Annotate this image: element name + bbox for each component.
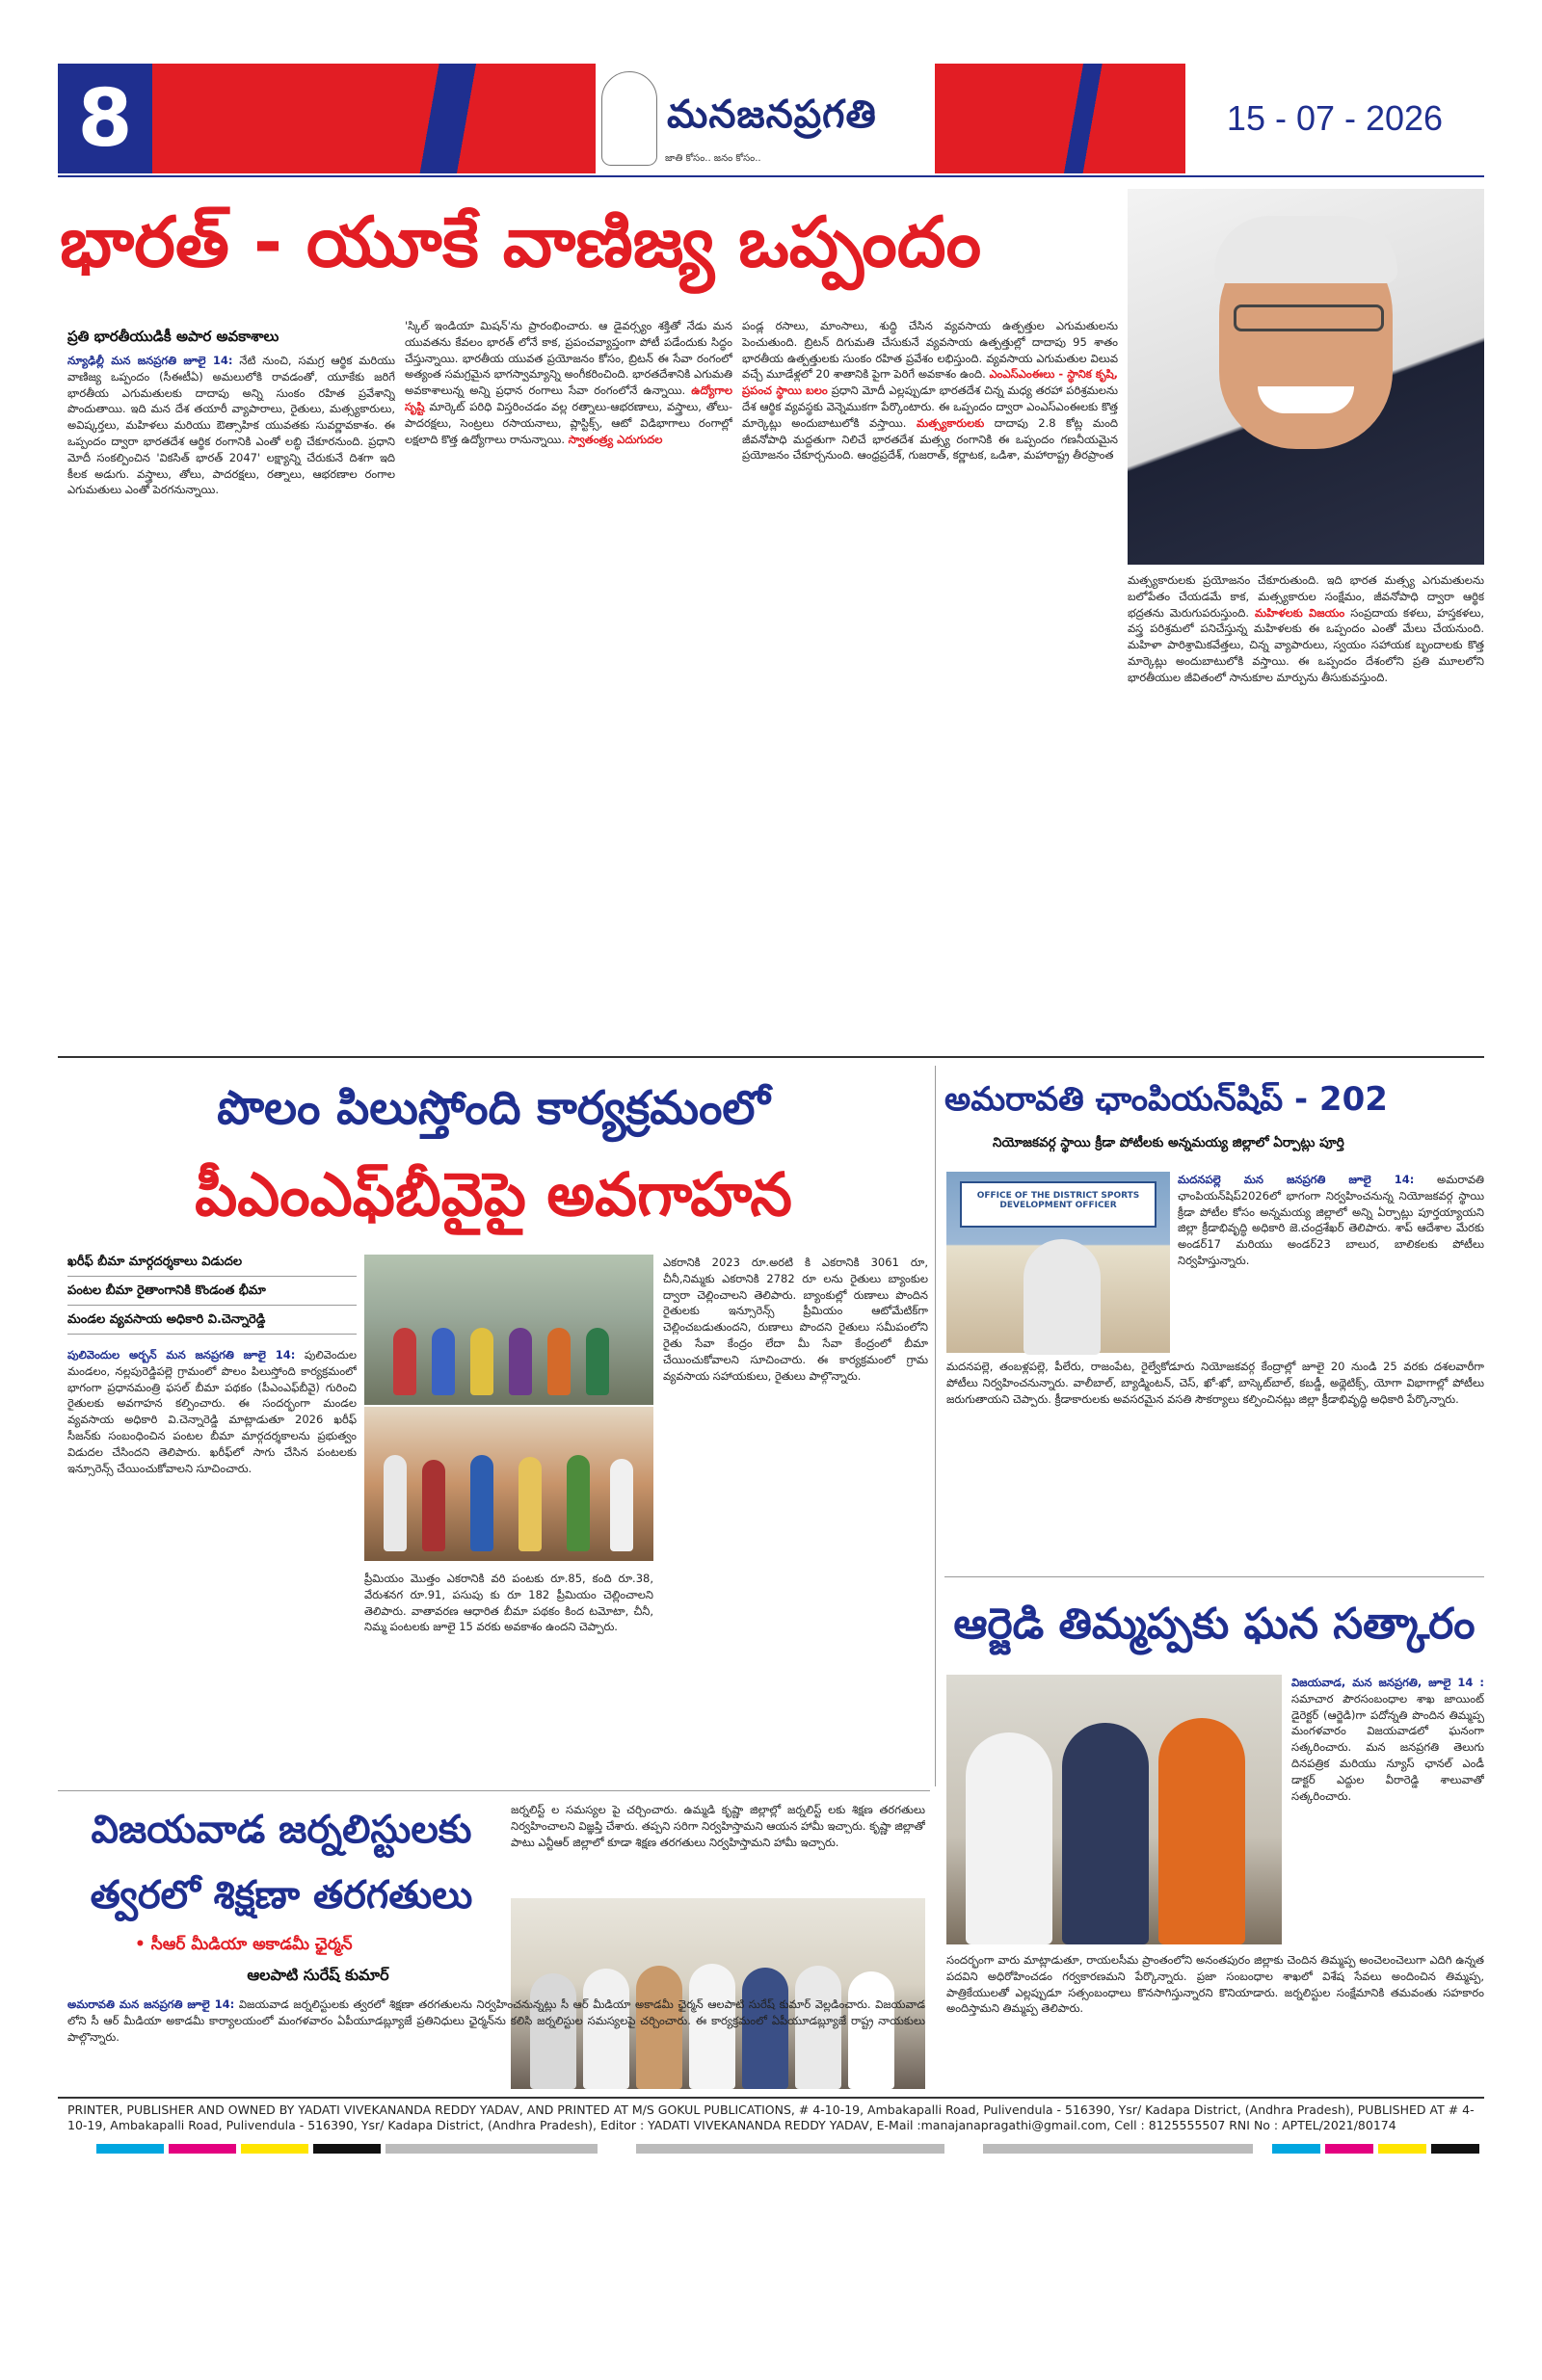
photo-person-shape (586, 1328, 609, 1395)
amaravati-column-2 (946, 1359, 1484, 1513)
section-divider (58, 1790, 930, 1791)
registration-swatch (169, 2144, 236, 2154)
lead-col2-highlight: ఉద్యోగాల సృష్టి (405, 383, 732, 413)
footer-rule (58, 2097, 1484, 2099)
pmfby-column-1 (67, 1347, 357, 1781)
registration-swatch (1272, 2144, 1320, 2154)
pmfby-column-3 (663, 1255, 928, 1781)
lead-col2-text: 'స్కిల్ ఇండియా మిషన్'ను ప్రారంభించారు. ఆ డైవర్స్యం శక్తితో నేడు మన యువతను కేవలం భారత్ లోనే కాక, ప్రపంచవ్యాప్తంగా పోటీ పడేందుకు సిద్ధం చేస్తున్నాయి. భారతీయ యువత ప్రయోజనం కోసం, బ్రిటన్ ఈ సేవా రంగంలో అత్యంత సమగ్రమైన భాగస్వామ్యాన్ని అంగీకరించింది. భారతదేశానికి ఎగుమతి అవకాశాలున్న అన్ని ప్రధాన రంగాలు సేవా రంగంలోనే ఉన్నాయి. (405, 319, 732, 398)
lead-col4-highlight: మహిళలకు విజయం (1254, 605, 1345, 620)
amaravati-subheading: నియోజకవర్గ స్థాయి క్రీడా పోటీలకు అన్నమయ్య జిల్లాలో ఏర్పాట్లు పూర్తి (993, 1135, 1344, 1150)
tribute-photo (946, 1675, 1282, 1944)
lead-headline: భారత్ - యూకే వాణిజ్య ఒప్పందం (60, 201, 982, 282)
column-divider (935, 1066, 936, 1786)
registration-swatch (1431, 2144, 1479, 2154)
masthead-rule (58, 175, 1484, 177)
photo-spectacles-shape (1234, 304, 1384, 331)
journalists-byline-1: • సీఆర్ మీడియా అకాడమీ ఛైర్మన్ (135, 1935, 353, 1954)
photo-person-shape (384, 1455, 407, 1551)
section-divider (58, 1056, 1484, 1058)
paper-tagline: జాతి కోసం.. జనం కోసం.. (665, 153, 761, 164)
registration-swatch (1325, 2144, 1373, 2154)
registration-swatch (1378, 2144, 1426, 2154)
logo-portrait-icon (601, 71, 657, 166)
amaravati-column-1 (1178, 1172, 1484, 1353)
pmfby-col3-text: ఎకరానికి 2023 రూ.అరటి కి ఎకరానికి 3061 రూ, చీనీ,నిమ్మకు ఎకరానికి 2782 రూ లను రైతులు బ్యాంకుల ద్వారా చెల్లించాలని తెలిపారు. బ్యాంకుల్లో రుణాలు పొందిన రైతులకు ఇన్సూరెన్స్ ప్రీమియం ఆటోమేటిక్‌గా చెల్లించబడుతుందని, రుణాలు పొందని రైతులు సమీపంలోని రైతు సేవా కేంద్రం లేదా మీ సేవా కేంద్రంలో బీమా చేయించుకోవాలని సూచించారు. ఈ కార్యక్రమంలో గ్రామ వ్యవసాయ సహాయకులు, రైతులు పాల్గొన్నారు. (663, 1256, 928, 1383)
journalists-column-1 (67, 1997, 925, 2089)
photo-person-shape (1024, 1239, 1101, 1355)
tribute-column-2 (946, 1952, 1484, 2089)
tribute-headline: ఆర్జెడి తిమ్మప్పకు ఘన సత్కారం (953, 1600, 1476, 1649)
photo-person-shape (610, 1459, 633, 1551)
pmfby-kicker-2: పంటల బీమా రైతాంగానికి కొండంత భీమా (67, 1283, 357, 1306)
journalists-dateline: అమరావతి మన జనప్రగతి జూలై 14: (67, 1997, 235, 2011)
lead-column-3 (742, 318, 1118, 1046)
lead-col4-text: మత్స్యకారులకు ప్రయోజనం చేకూరుతుంది. ఇది భారత మత్స్య ఎగుమతులను బలోపేతం చేయడమే కాక, మత్స్యకారుల సంక్షేమం, జీవనోపాధి ద్వారా ఆర్థిక భద్రతను మెరుగుపరుస్తుంది. (1128, 573, 1484, 620)
amaravati-headline: అమరావతి ఛాంపియన్‌షిప్ - 202 (944, 1080, 1388, 1119)
lead-photo (1128, 189, 1484, 565)
photo-person-shape (470, 1455, 493, 1551)
amaravati-photo (946, 1172, 1170, 1353)
journalists-column-2 (511, 1802, 925, 1894)
pmfby-headline-line2: పీఎంఎఫ్‌బీవైపై అవగాహన (195, 1159, 792, 1230)
tribute-dateline: విజయవాడ, మన జనప్రగతి, జూలై 14 : (1291, 1676, 1484, 1689)
photo-person-shape (1158, 1718, 1245, 1944)
photo-person-shape (432, 1328, 455, 1395)
amaravati-dateline: మదనపల్లె మన జనప్రగతి జూలై 14: (1178, 1173, 1415, 1186)
pmfby-photo-poster (364, 1407, 653, 1561)
registration-swatch (983, 2144, 1253, 2154)
lead-col3-text: పండ్ల రసాలు, మాంసాలు, శుద్ధి చేసిన వ్యవసాయ ఉత్పత్తుల ఎగుమతులను పెంచుతుంది. బ్రిటన్ దిగుమతి చేసుకునే వ్యవసాయ ఉత్పత్తుల్లో దాదాపు 95 శాతం భారతీయ ఉత్పత్తులకు సుంకం రహిత ప్రవేశం లభిస్తుంది. వ్యవసాయ ఎగుమతుల విలువ వచ్చే మూడేళ్లలో 20 శాతానికి పైగా పెరిగే అవకాశం ఉంది. (742, 319, 1118, 382)
photo-person-shape (1062, 1723, 1149, 1944)
page-number: 8 (58, 64, 152, 173)
lead-col3-text2: ప్రధాని మోదీ ఎల్లప్పుడూ భారతదేశ చిన్న మధ్య తరహా పరిశ్రమలను దేశ ఆర్థిక వ్యవస్థకు వెన్నెముకగా పేర్కొంటారు. ఈ ఒప్పందం ద్వారా ఎంఎస్ఎంఈలకు కొత్త మార్కెట్లు అందుబాటులోకి వస్తాయి. (742, 383, 1118, 430)
amaravati-col1-text: అమరావతి ఛాంపియన్‌షిప్2026లో భాగంగా నిర్వహించనున్న నియోజకవర్గ స్థాయి క్రీడా పోటీల కోసం అన్నమయ్య జిల్లాలో అన్ని ఏర్పాట్లు పూర్తయ్యాయని జిల్లా క్రీడాభివృద్ధి అధికారి జె.చంద్రశేఖర్ తెలిపారు. శాప్ ఆదేశాల మేరకు అండర్17 మరియు అండర్23 బాలుర, బాలికలకు పోటీలు నిర్వహిస్తున్నారు. (1178, 1173, 1484, 1267)
lead-col3-text3: దాదాపు 2.8 కోట్ల మంది జీవనోపాధి మద్దతుగా నిలిచే భారతదేశ మత్స్య రంగానికి ఈ ఒప్పందం గణనీయమైన ప్రయోజనం చేకూర్చనుంది. ఆంధ్రప్రదేశ్, గుజరాత్, కర్ణాటక, ఒడిశా, మహారాష్ట్ర తీరప్రాంత (742, 415, 1118, 463)
registration-swatch (96, 2144, 164, 2154)
masthead-band-left (152, 64, 596, 173)
photo-hair-shape (1214, 216, 1397, 283)
photo-person-shape (509, 1328, 532, 1395)
photo-person-shape (966, 1732, 1052, 1944)
pmfby-photo-meeting (364, 1255, 653, 1405)
photo-person-shape (470, 1328, 493, 1395)
tribute-col1-text: సమాచార పౌరసంబంధాల శాఖ జాయింట్ డైరెక్టర్ (ఆర్జెడి)గా పదోన్నతి పొందిన తిమ్మప్ప మంగళవారం విజయవాడలో ఘనంగా సత్కరించారు. మన జనప్రగతి తెలుగు దినపత్రిక మరియు న్యూస్ ఛానల్ ఎండీ డాక్టర్ ఎద్దుల వీరారెడ్డి శాలువాతో సత్కరించారు. (1291, 1691, 1484, 1803)
lead-col2-text2: మార్కెట్ పరిధి విస్తరించడం వల్ల రత్నాలు-ఆభరణాలు, వస్త్రాలు, తోలు-పాదరక్షలు, సెంట్రలు రసాయనాలు, ప్లాస్టిక్స్, ఆటో విడిభాగాలు రంగాల్లో లక్షలాది కొత్త ఉద్యోగాలు రానున్నాయి. (405, 399, 732, 446)
section-divider (944, 1576, 1484, 1577)
paper-name: మనజనప్రగతి (667, 91, 877, 137)
pmfby-dateline: పులివెందుల అర్బన్ మన జనప్రగతి జూలై 14: (67, 1348, 296, 1362)
photo-person-shape (567, 1455, 590, 1551)
lead-column-1 (67, 353, 395, 1046)
journalists-col1-text: విజయవాడ జర్నలిస్టులకు త్వరలో శిక్షణా తరగతులను నిర్వహించనున్నట్లు సీ ఆర్ మీడియా అకాడమీ ఛైర్మన్ ఆలపాటి సురేష్ కుమార్ వెల్లడించారు. విజయవాడ లోని సీ ఆర్ మీడియా అకాడమీ కార్యాలయంలో మంగళవారం ఏపీయూడబ్ల్యూజే ప్రతినిధులు ఛైర్మన్‌ను కలిసి జర్నలిస్టుల సమస్యలపై చర్చించారు. ఈ కార్యక్రమంలో ఏపీయూడబ్ల్యూజే రాష్ట్ర నాయకులు పాల్గొన్నారు. (67, 1997, 925, 2044)
photo-person-shape (547, 1328, 571, 1395)
masthead-logo (596, 64, 935, 173)
lead-column-4 (1128, 572, 1484, 1046)
pmfby-headline-line1: పొలం పిలుస్తోంది కార్యక్రమంలో (217, 1081, 770, 1135)
photo-person-shape (393, 1328, 416, 1395)
lead-col3-highlight: ఎంఎస్ఎంఈలు - స్థానిక కృషి, ప్రపంచ స్థాయి బలం (742, 367, 1118, 398)
photo-person-shape (518, 1457, 542, 1551)
pmfby-kicker-3: మండల వ్యవసాయ అధికారి వి.చెన్నారెడ్డి (67, 1312, 357, 1335)
masthead-band-right (935, 64, 1185, 173)
lead-col1-text: నేటి నుంచి, సమగ్ర ఆర్థిక మరియు వాణిజ్య ఒప్పందం (సీఈటీఏ) అమలులోకి రావడంతో, యూకేకు జరిగే భారతీయ ఎగుమతులకు దాదాపు అన్ని సుంకం రహిత ప్రవేశాన్ని పొందుతాయి. ఇది మన దేశ తయారీ వ్యాపారాలు, రైతులు, మత్స్యకారులు, అవిష్కర్తలు, మహిళలు మరియు ఔత్సాహిక యువతకు సువర్ణావకాశం. ఈ ఒప్పందం ద్వారా భారతదేశ ఆర్థిక రంగానికి ఎంతో లబ్ధి చేకూరనుంది. ప్రధాని మోదీ సంకల్పించిన 'వికసిత్ భారత్ 2047' లక్ష్యాన్ని చేరుకునే దిశగా ఇది కీలక అడుగు. వస్త్రాలు, తోలు, పాదరక్షలు, రత్నాలు, ఆభరణాల రంగాల ఎగుమతులు ఎంతో పెరగనున్నాయి. (67, 354, 395, 497)
issue-date: 15 - 07 - 2026 (1185, 64, 1484, 173)
lead-col4-text2: సంప్రదాయ కళలు, హస్తకళలు, వస్త్ర పరిశ్రమలో పనిచేస్తున్న మహిళలకు ఈ ఒప్పందం ఎంతో మేలు చేయనుంది. మహిళా పారిశ్రామికవేత్తలు, చిన్న వ్యాపారులు, స్వయం సహాయక బృందాలకు కొత్త మార్కెట్లు అందుబాటులోకి వస్తాయి. ఈ ఒప్పందం దేశంలోని ప్రతి మూలలోని భారతీయుల జీవితంలో సానుకూల మార్పును తీసుకువస్తుంది. (1128, 605, 1484, 684)
signboard-text: OFFICE OF THE DISTRICT SPORTS DEVELOPMENT OFFICER (976, 1191, 1140, 1210)
photo-person-shape (422, 1460, 445, 1551)
journalists-byline-2: ఆలపాటి సురేష్ కుమార్ (247, 1966, 389, 1984)
pmfby-col1-text: పులివెందుల మండలం, నల్లపురెడ్డిపల్లె గ్రామంలో పొలం పిలుస్తోంది కార్యక్రమంలో భాగంగా ప్రధానమంత్రి ఫసల్ బీమా పథకం (పీఎంఎఫ్‌బీవై) గురించి రైతులకు అవగాహన కల్పించారు. ఈ సందర్భంగా మండల వ్యవసాయ అధికారి వి.చెన్నారెడ్డి మాట్లాడుతూ 2026 ఖరీఫ్ సీజన్‌కు సంబంధించిన పంటల బీమా మార్గదర్శకాలను ప్రభుత్వం విడుదల చేసిందని తెలిపారు. ఖరీఫ్‌లో సాగు చేసిన పంటలకు ఇన్సూరెన్స్ చేయించుకోవాలని సూచించారు. (67, 1348, 357, 1475)
office-signboard (960, 1181, 1156, 1228)
imprint-line: PRINTER, PUBLISHER AND OWNED BY YADATI VIVEKANANDA REDDY YADAV, AND PRINTED AT M/S GOKUL PUBLICATIONS, # 4-10-19, Ambakapalli Road, Pulivendula - 516390, Ysr/ Kadapa District, (Andhra Pradesh), PUBLISHED AT # 4-10-19, Ambakapalli Road, Pulivendula - 516390, Ysr/ Kadapa District, (Andhra Pradesh), Editor : YADATI VIVEKANANDA REDDY YADAV, E-Mail :manajanapragathi@gmail.com, Cell : 8125555507 RNI No : APTEL/2021/80174 (67, 2102, 1475, 2132)
pmfby-column-2 (364, 1571, 653, 1781)
print-registration-strip (39, 2141, 1503, 2156)
registration-swatch (386, 2144, 598, 2154)
tribute-col2-text: సందర్భంగా వారు మాట్లాడుతూ, రాయలసీమ ప్రాంతంలోని అనంతపురం జిల్లాకు చెందిన తిమ్మప్ప అంచెలంచెలుగా ఎదిగి ఉన్నత పదవిని అధిరోహించడం గర్వకారణమని పేర్కొన్నారు. ప్రజా సంబంధాల శాఖలో విశేష సేవలు అందించిన తిమ్మప్ప, పాత్రికేయులతో ఎల్లప్పుడూ సత్సంబంధాలు కొనసాగిస్తున్నారని కొనియాడారు. జర్నలిస్టుల సంక్షేమానికి తమవంతు సహకారం అందిస్తామని తిమ్మప్ప తెలిపారు. (946, 1953, 1484, 2016)
amaravati-col2-text: మదనపల్లె, తంబళ్లపల్లె, పీలేరు, రాజంపేట, రైల్వేకోడూరు నియోజకవర్గ కేంద్రాల్లో జూలై 20 నుండి 25 వరకు దశలవారీగా పోటీలు నిర్వహించనున్నారు. వాలీబాల్, బ్యాడ్మింటన్, చెస్, ఖో-ఖో, బాస్కెట్‌బాల్, కబడ్డీ, అథ్లెటిక్స్, యోగా విభాగాల్లో పోటీలు జరుగుతాయని చెప్పారు. క్రీడాకారులకు అవసరమైన వసతి సౌకర్యాలు కల్పించినట్లు జిల్లా క్రీడాభివృద్ధి అధికారి పేర్కొన్నారు. (946, 1360, 1484, 1406)
photo-smile-shape (1258, 386, 1354, 413)
lead-subheading: ప్రతి భారతీయుడికీ అపార అవకాశాలు (67, 328, 279, 345)
tribute-column-1 (1291, 1675, 1484, 1944)
lead-dateline: న్యూఢిల్లీ మన జనప్రగతి జూలై 14: (67, 354, 233, 367)
journalists-headline-line1: విజయవాడ జర్నలిస్టులకు (91, 1808, 472, 1852)
journalists-col2-text: జర్నలిస్ట్ ల సమస్యల పై చర్చించారు. ఉమ్మడి కృష్ణా జిల్లాల్లో జర్నలిస్ట్ లకు శిక్షణ తరగతులు నిర్వహించాలని విజ్ఞప్తి చేశారు. తప్పని సరిగా నిర్వహిస్తామని ఆయన హామీ ఇచ్చారు. కృష్ణా జిల్లాతో పాటు ఎన్టీఆర్ జిల్లాలో కూడా శిక్షణ తరగతులు నిర్వహిస్తామని హామీ ఇచ్చారు. (511, 1803, 925, 1849)
lead-column-2 (405, 318, 732, 1046)
pmfby-kicker-1: ఖరీఫ్ బీమా మార్గదర్శకాలు విడుదల (67, 1255, 357, 1277)
registration-swatch (241, 2144, 308, 2154)
lead-col3-highlight2: మత్స్యకారులకు (916, 415, 985, 430)
registration-swatch (636, 2144, 944, 2154)
lead-col2-highlight2: స్వాతంత్ర్య ఎదుగుదల (568, 432, 663, 446)
pmfby-col2-text: ప్రీమియం మొత్తం ఎకరానికి వరి పంటకు రూ.85, కంది రూ.38, వేరుశనగ రూ.91, పసుపు కు రూ 182 ప్రీమియం చెల్లించాలని తెలిపారు. వాతావరణ ఆధారిత బీమా పథకం కింద టమోటా, చీనీ, నిమ్మ పంటలకు జూలై 15 వరకు అవకాశం ఉందని చెప్పారు. (364, 1572, 653, 1634)
registration-swatch (313, 2144, 381, 2154)
journalists-headline-line2: త్వరలో శిక్షణా తరగతులు (90, 1873, 473, 1917)
